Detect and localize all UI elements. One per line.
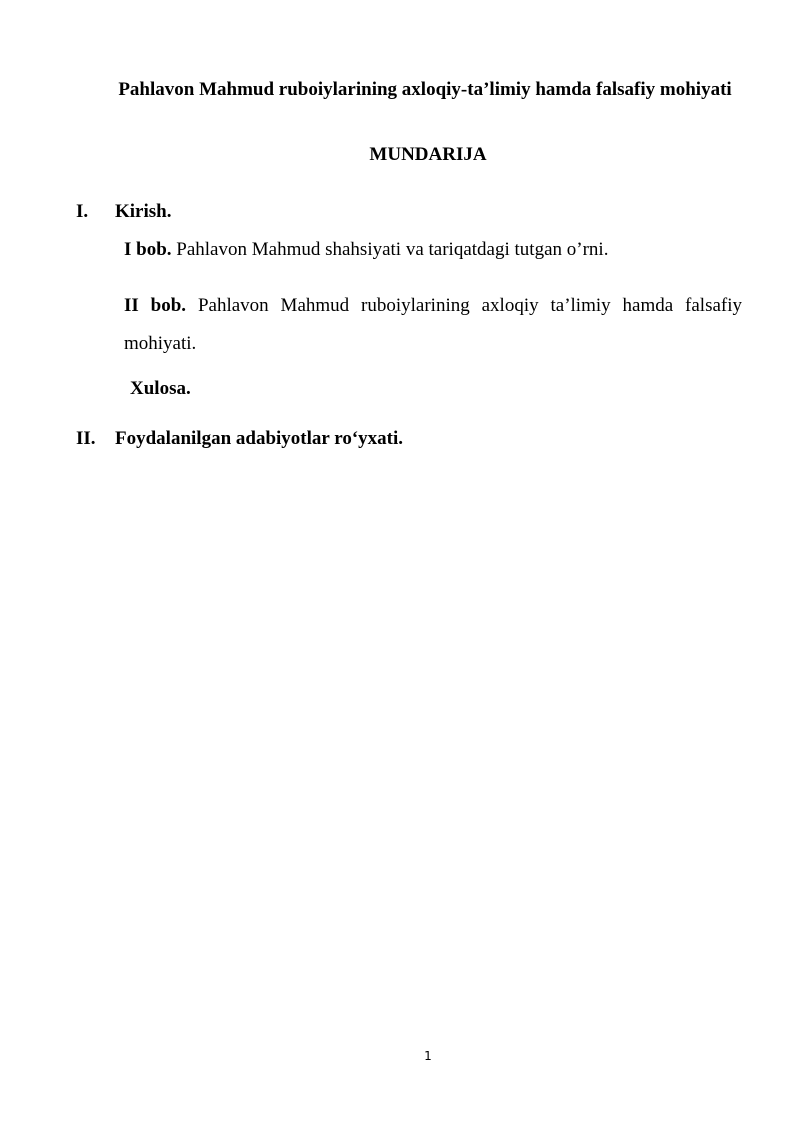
toc-section-numeral: II.	[76, 428, 96, 449]
toc-section-label: Foydalanilgan adabiyotlar ro‘yxati.	[115, 428, 404, 449]
toc-chapter-text: Pahlavon Mahmud ruboiylarining axloqiy ta’limiy hamda falsafiy mohiyati.	[124, 295, 743, 354]
toc-section-label: Kirish.	[115, 201, 172, 222]
toc-chapter-entry	[124, 287, 742, 363]
toc-chapter-prefix: I bob.	[124, 239, 172, 260]
document-title: Pahlavon Mahmud ruboiylarining axloqiy-ta’limiy hamda falsafiy mohiyati	[118, 79, 732, 100]
toc-heading: MUNDARIJA	[369, 144, 487, 165]
page-number: 1	[424, 1049, 432, 1063]
toc-chapter-text: Pahlavon Mahmud shahsiyati va tariqatdagi tutgan o’rni.	[176, 239, 609, 260]
toc-section-numeral: I.	[76, 201, 89, 222]
toc-chapter-prefix: II bob.	[124, 295, 187, 316]
toc-conclusion: Xulosa.	[130, 378, 191, 399]
toc-chapter-entry	[124, 238, 608, 261]
